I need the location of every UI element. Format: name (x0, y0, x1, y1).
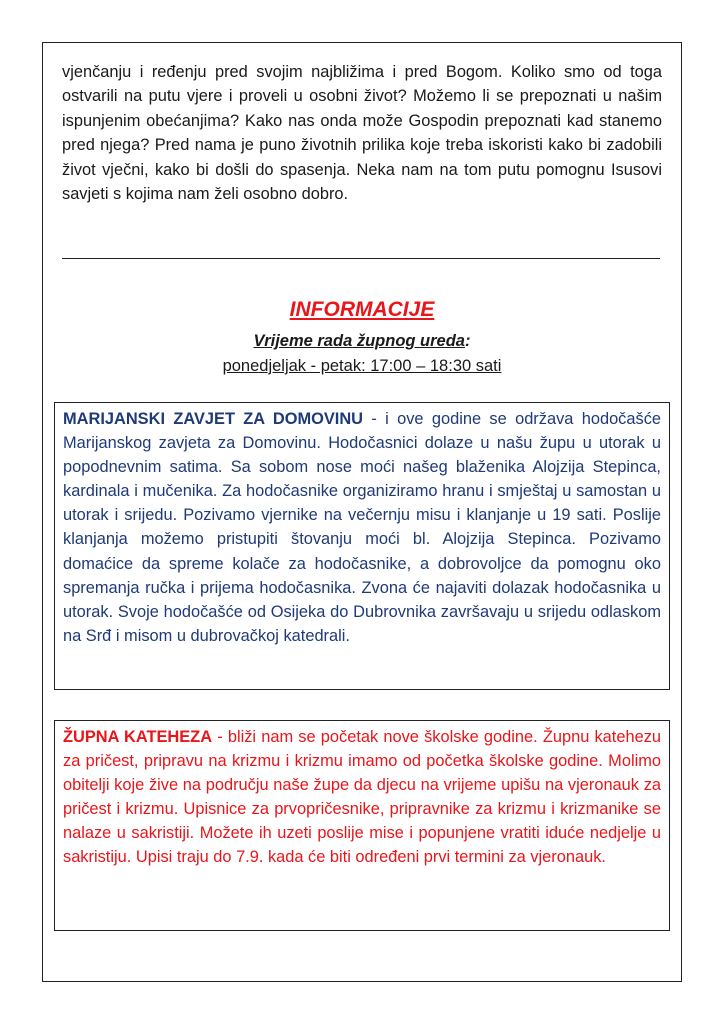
office-hours-heading (0, 332, 724, 351)
notice-heading: MARIJANSKI ZAVJET ZA DOMOVINU (63, 410, 364, 428)
office-hours-line (0, 357, 724, 376)
office-hours-colon: : (465, 332, 471, 350)
section-divider (62, 258, 660, 259)
office-hours-value: ponedjeljak - petak: 17:00 – 18:30 sati (222, 357, 502, 375)
office-hours-label: Vrijeme rada župnog ureda (253, 332, 465, 350)
notice-heading: ŽUPNA KATEHEZA (63, 728, 213, 746)
notice-marian-vow (54, 402, 670, 690)
notice-parish-catechesis (54, 720, 670, 931)
notice-body: - bliži nam se početak nove školske godine. Župnu katehezu za pričest, pripravu na krizmu i krizmu imamo od početka školske godine. Molimo obitelji koje žive na području naše župe da djecu na vrijeme upišu na vjeronauk za pričest i krizmu. Upisnice za prvopričesnike, pripravnike za krizmu i krizmanike se nalaze u sakristiji. Možete ih uzeti poslije mise i popunjene vratiti iduće nedjelje u sakristiju. Upisi traju do 7.9. kada će biti određeni prvi termini za vjeronauk. (63, 728, 662, 867)
information-title: INFORMACIJE (289, 298, 435, 321)
notice-body: - i ove godine se održava hodočašće Marijanskog zavjeta za Domovinu. Hodočasnici dolaze u našu župu u utorak u popodnevnim satima. Sa sobom nose moći našeg blaženika Alojzija Stepinca, kardinala i mučenika. Za hodočasnike organiziramo hranu i smještaj u samostan u utorak i srijedu. Pozivamo vjernike na večernju misu i klanjanje u 19 sati. Poslije klanjanja možemo pristupiti štovanju moći bl. Alojzija Stepinca. Pozivamo domaćice da spreme kolače za hodočasnike, a dobrovoljce da pomognu oko spremanja ručka i prijema hodočasnika. Zvona će najaviti dolazak hodočasnika u utorak. Svoje hodočašće od Osijeka do Dubrovnika završavaju u srijedu odlaskom na Srđ i misom u dubrovačkoj katedrali. (63, 410, 661, 645)
intro-paragraph: vjenčanju i ređenju pred svojim najbližima i pred Bogom. Koliko smo od toga ostvarili na putu vjere i proveli u osobni život? Možemo li se prepoznati u našim ispunjenim obećanjima? Kako nas onda može Gospodin prepoznati kad stanemo pred njega? Pred nama je puno životnih prilika koje treba iskoristi kako bi zadobili život vječni, kako bi došli do spasenja. Neka nam na tom putu pomognu Isusovi savjeti s kojima nam želi osobno dobro. (62, 63, 662, 204)
